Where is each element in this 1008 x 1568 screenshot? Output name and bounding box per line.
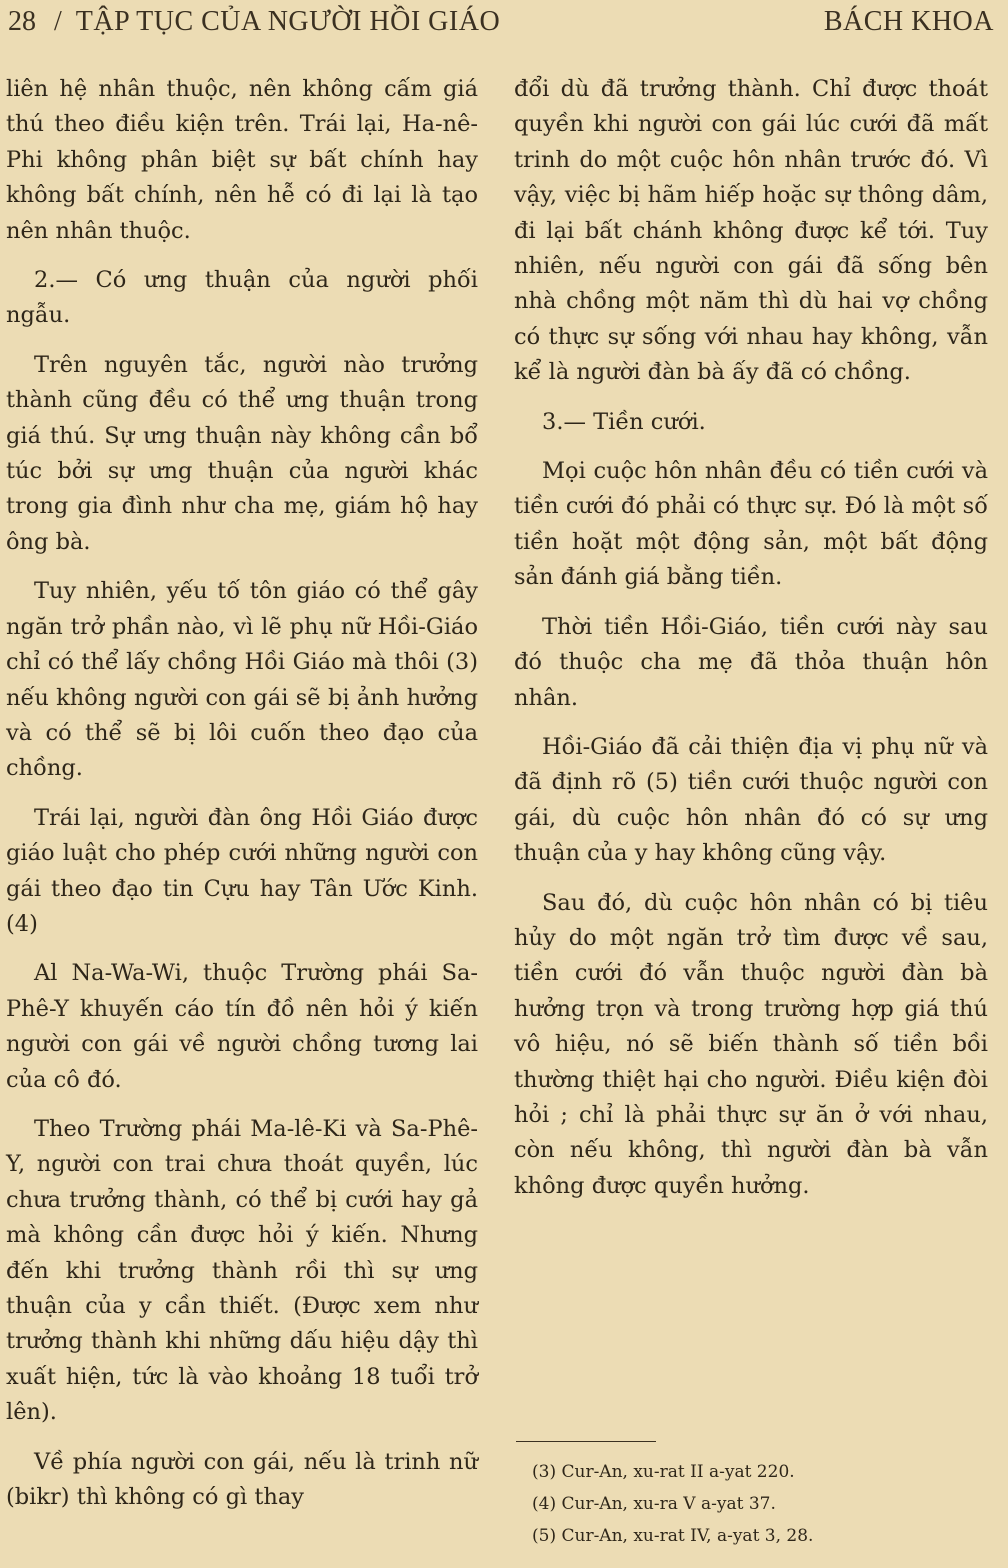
footnote: (3) Cur-An, xu-rat II a-yat 220.: [532, 1462, 795, 1482]
paragraph: Hồi-Giáo đã cải thiện địa vị phụ nữ và đã định rõ (5) tiền cưới thuộc người con gái, dù cuộc hôn nhân đó có sự ưng thuận của y hay không cũng vậy.: [514, 733, 988, 867]
magazine-name: BÁCH KHOA: [823, 6, 994, 37]
header-separator: /: [54, 6, 62, 37]
paragraph: Tuy nhiên, yếu tố tôn giáo có thể gây ngăn trở phần nào, vì lẽ phụ nữ Hồi-Giáo chỉ có thể lấy chồng Hồi Giáo mà thôi (3) nếu không người con gái sẽ bị ảnh hưởng và có thể sẽ bị lôi cuốn theo đạo của chồng.: [6, 578, 478, 782]
paragraph: liên hệ nhân thuộc, nên không cấm giá thú theo điều kiện trên. Trái lại, Ha-nê-Phi không phân biệt sự bất chính hay không bất chính, nên hễ có đi lại là tạo nên nhân thuộc.: [6, 76, 478, 244]
paragraph: Mọi cuộc hôn nhân đều có tiền cưới và tiền cưới đó phải có thực sự. Đó là một số tiền hoặt một động sản, một bất động sản đánh giá bằng tiền.: [514, 458, 988, 591]
footnote: (4) Cur-An, xu-ra V a-yat 37.: [532, 1494, 776, 1514]
page-number: 28: [8, 6, 36, 37]
paragraph: Al Na-Wa-Wi, thuộc Trường phái Sa-Phê-Y khuyến cáo tín đồ nên hỏi ý kiến người con gái về người chồng tương lai của cô đó.: [6, 960, 478, 1093]
footnote: (5) Cur-An, xu-rat IV, a-yat 3, 28.: [532, 1526, 814, 1546]
footnotes: [532, 1456, 972, 1552]
paragraph: Trái lại, người đàn ông Hồi Giáo được giáo luật cho phép cưới những người con gái theo đạo tin Cựu hay Tân Ước Kinh. (4): [6, 804, 478, 937]
article-title: TẬP TỤC CỦA NGƯỜI HỒI GIÁO: [75, 6, 501, 37]
paragraph: Trên nguyên tắc, người nào trưởng thành cũng đều có thể ưng thuận trong giá thú. Sự ưng thuận này không cần bổ túc bởi sự ưng thuận của người khác trong gia đình như cha mẹ, giám hộ hay ông bà.: [6, 351, 478, 555]
page-header: [8, 6, 994, 50]
paragraph: Thời tiền Hồi-Giáo, tiền cưới này sau đó thuộc cha mẹ đã thỏa thuận hôn nhân.: [514, 613, 988, 711]
paragraph: Sau đó, dù cuộc hôn nhân có bị tiêu hủy do một ngăn trở tìm được về sau, tiền cưới đó vẫn thuộc người đàn bà hưởng trọn và trong trường hợp giá thú vô hiệu, nó sẽ biến thành số tiền bồi thường thiệt hại cho người. Điều kiện đòi hỏi ; chỉ là phải thực sự ăn ở với nhau, còn nếu không, thì người đàn bà vẫn không được quyền hưởng.: [514, 889, 988, 1199]
paragraph: đổi dù đã trưởng thành. Chỉ được thoát quyền khi người con gái lúc cưới đã mất trinh do một cuộc hôn nhân trước đó. Vì vậy, việc bị hãm hiếp hoặc sự thông dâm, đi lại bất chánh không được kể tới. Tuy nhiên, nếu người con gái đã sống bên nhà chồng một năm thì dù hai vợ chồng có thực sự sống với nhau hay không, vẫn kể là người đàn bà ấy đã có chồng.: [514, 76, 988, 386]
right-column: [514, 72, 988, 1218]
paragraph: Về phía người con gái, nếu là trinh nữ (bikr) thì không có gì thay: [6, 1448, 478, 1511]
section-heading: 3.— Tiền cưới.: [542, 408, 706, 435]
footnote-divider: [516, 1441, 656, 1442]
left-column: [6, 72, 478, 1529]
section-heading: 2.— Có ưng thuận của người phối ngẫu.: [6, 267, 478, 329]
paragraph: Theo Trường phái Ma-lê-Ki và Sa-Phê-Y, người con trai chưa thoát quyền, lúc chưa trưởng thành, có thể bị cưới hay gả mà không cần được hỏi ý kiến. Nhưng đến khi trưởng thành rồi thì sự ưng thuận của y cần thiết. (Được xem như trưởng thành khi những dấu hiệu dậy thì xuất hiện, tức là vào khoảng 18 tuổi trở lên).: [6, 1115, 478, 1426]
